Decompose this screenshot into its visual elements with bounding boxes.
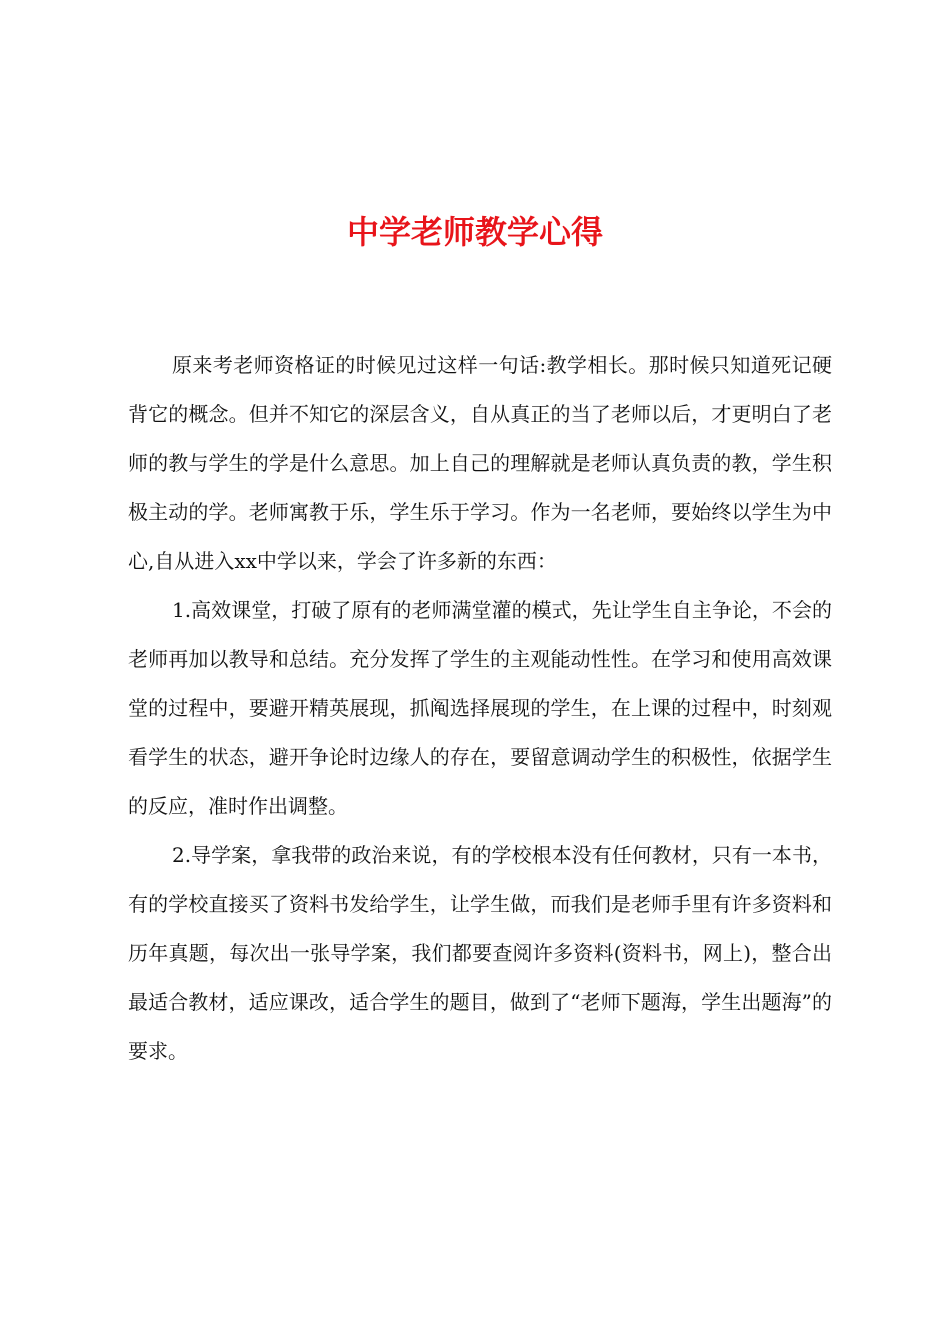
paragraph-point-2: 2.导学案，拿我带的政治来说，有的学校根本没有任何教材，只有一本书，有的学校直接买了资料书发给学生，让学生做，而我们是老师手里有许多资料和历年真题，每次出一张导学案，我们都要查阅许多资料(资料书，网上)，整合出最适合教材，适应课改，适合学生的题目，做到了“老师下题海，学生出题海”的要求。 [128,843,832,1063]
paragraph-intro: 原来考老师资格证的时候见过这样一句话:教学相长。那时候只知道死记硬背它的概念。但并不知它的深层含义，自从真正的当了老师以后，才更明白了老师的教与学生的学是什么意思。加上自己的理解就是老师认真负责的教，学生积极主动的学。老师寓教于乐，学生乐于学习。作为一名老师，要始终以学生为中心,自从进入xx中学以来，学会了许多新的东西： [128,353,832,573]
document-body [128,341,832,1076]
document-title: 中学老师教学心得 [346,213,603,251]
paragraph-point-1: 1.高效课堂，打破了原有的老师满堂灌的模式，先让学生自主争论，不会的老师再加以教导和总结。充分发挥了学生的主观能动性性。在学习和使用高效课堂的过程中，要避开精英展现，抓阄选择展现的学生，在上课的过程中，时刻观看学生的状态，避开争论时边缘人的存在，要留意调动学生的积极性，依据学生的反应，准时作出调整。 [128,598,832,818]
